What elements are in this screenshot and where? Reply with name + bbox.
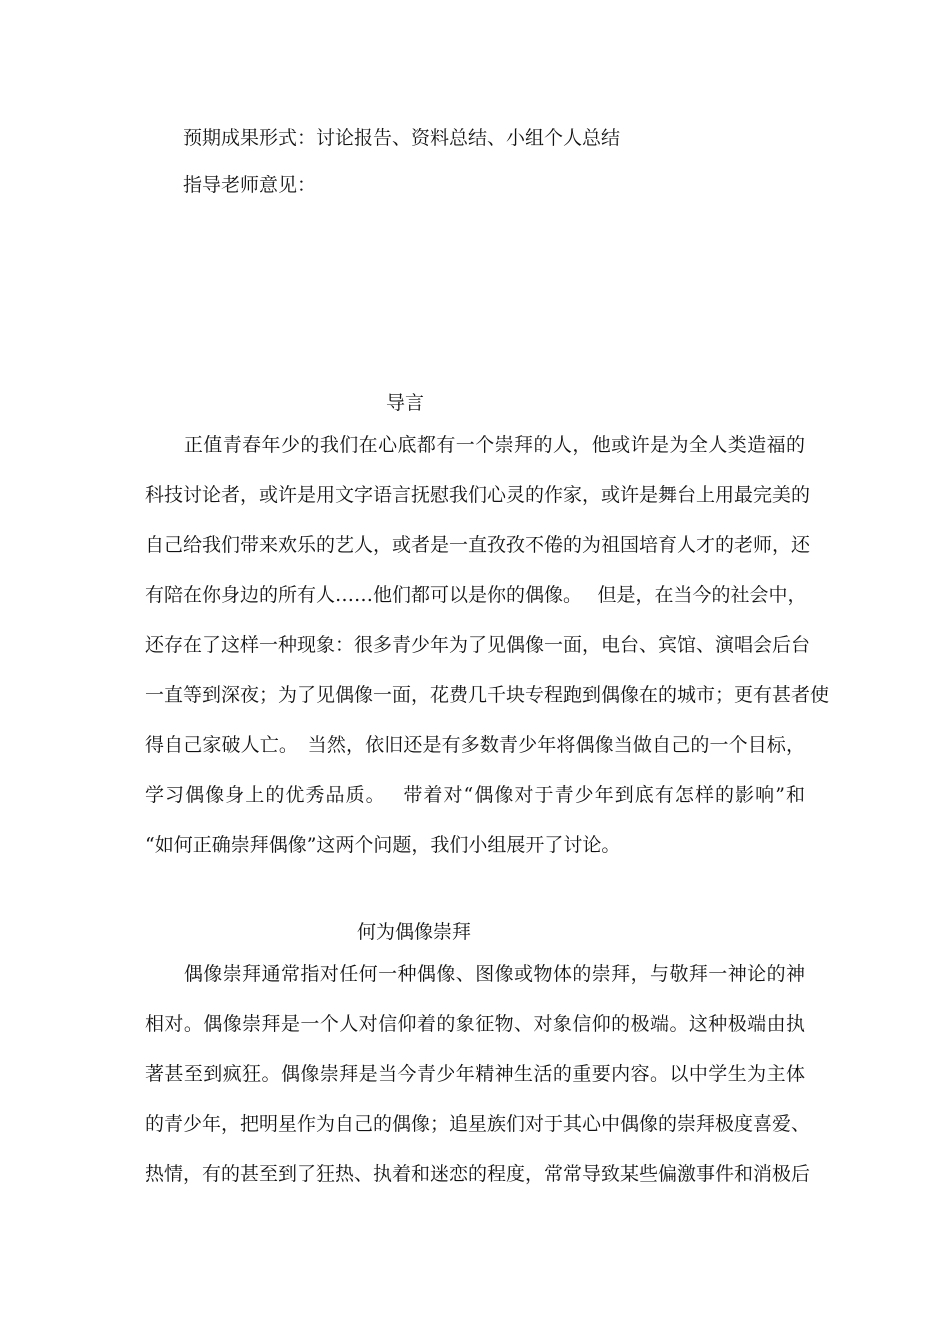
section-heading-idol-worship: 何为偶像崇拜 [357, 921, 472, 943]
section-heading-intro: 导言 [386, 392, 425, 414]
paragraph-line: 的青少年，把明星作为自己的偶像；追星族们对于其心中偶像的崇拜极度喜爱、 [145, 1113, 811, 1135]
paragraph-line: 热情，有的甚至到了狂热、执着和迷恋的程度，常常导致某些偏激事件和消极后 [145, 1163, 811, 1185]
advisor-opinion-line: 指导老师意见： [183, 174, 317, 196]
paragraph-line: 得自己家破人亡。 当然，依旧还是有多数青少年将偶像当做自己的一个目标， [145, 734, 805, 756]
idol-worship-paragraph [145, 961, 811, 1211]
paragraph-line: 相对。偶像崇拜是一个人对信仰着的象征物、对象信仰的极端。这种极端由执 [145, 1013, 805, 1035]
paragraph-line: 有陪在你身边的所有人……他们都可以是你的偶像。 但是，在当今的社会中， [145, 584, 807, 606]
paragraph-line: 著甚至到疯狂。偶像崇拜是当今青少年精神生活的重要内容。以中学生为主体 [145, 1063, 805, 1085]
paragraph-line: 偶像崇拜通常指对任何一种偶像、图像或物体的崇拜，与敬拜一神论的神 [145, 963, 805, 985]
paragraph-line: 自己给我们带来欢乐的艺人，或者是一直孜孜不倦的为祖国培育人才的老师，还 [145, 534, 811, 556]
paragraph-line: “如何正确崇拜偶像”这两个问题，我们小组展开了讨论。 [145, 834, 621, 856]
expected-results-line: 预期成果形式：讨论报告、资料总结、小组个人总结 [183, 127, 621, 149]
paragraph-line: 还存在了这样一种现象：很多青少年为了见偶像一面，电台、宾馆、演唱会后台 [145, 634, 811, 656]
paragraph-line: 科技讨论者，或许是用文字语言抚慰我们心灵的作家，或许是舞台上用最完美的 [145, 484, 811, 506]
paragraph-line: 一直等到深夜；为了见偶像一面，花费几千块专程跑到偶像在的城市；更有甚者使 [145, 684, 830, 706]
intro-paragraph [145, 432, 830, 882]
paragraph-line: 正值青春年少的我们在心底都有一个崇拜的人，他或许是为全人类造福的 [145, 434, 805, 456]
paragraph-line: 学习偶像身上的优秀品质。 带着对“偶像对于青少年到底有怎样的影响”和 [145, 784, 805, 806]
